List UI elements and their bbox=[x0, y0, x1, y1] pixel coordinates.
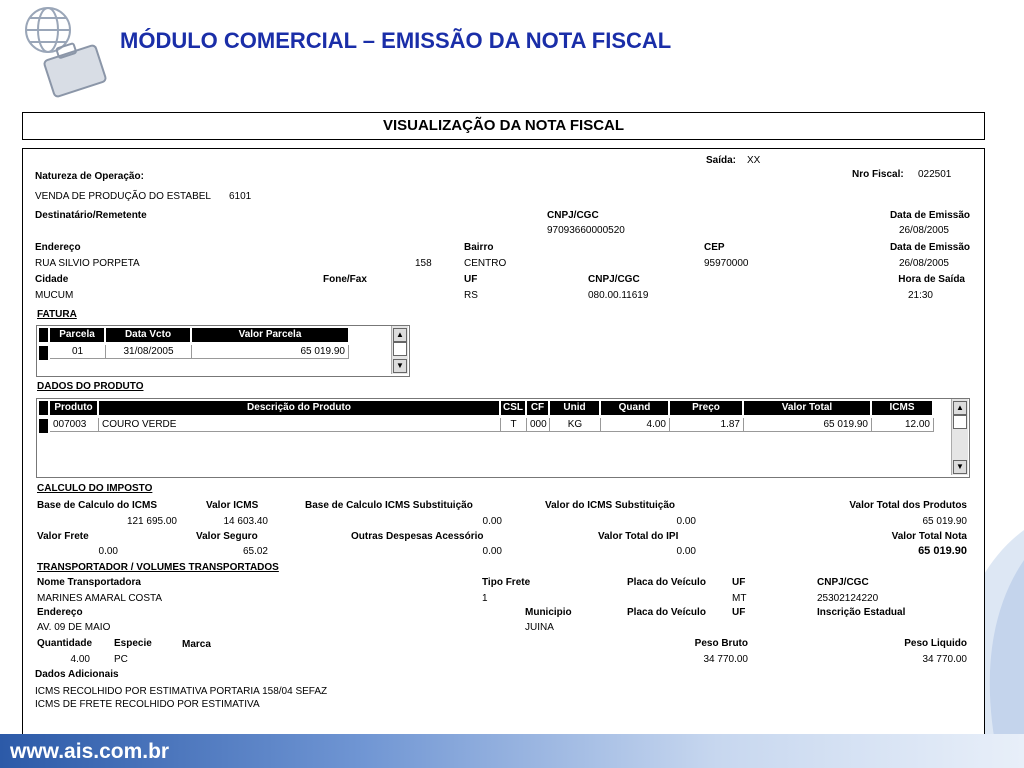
marca-label: Marca bbox=[182, 639, 211, 650]
footer-url[interactable]: www.ais.com.br bbox=[10, 740, 170, 763]
valor-subst-value: 0.00 bbox=[676, 516, 696, 527]
fatura-cell[interactable]: 65 019.90 bbox=[192, 345, 349, 359]
produto-col-produto[interactable]: Produto bbox=[50, 401, 97, 415]
produto-col-cf[interactable]: CF bbox=[527, 401, 548, 415]
produto-cell[interactable]: T bbox=[501, 418, 527, 432]
valor-subst-label: Valor do ICMS Substituição bbox=[545, 500, 676, 511]
base-subst-label: Base de Calculo ICMS Substituição bbox=[305, 500, 473, 511]
produto-cell[interactable]: 000 bbox=[527, 418, 550, 432]
cnpj-value: 97093660000520 bbox=[547, 225, 625, 236]
panel-title: VISUALIZAÇÃO DA NOTA FISCAL bbox=[382, 117, 625, 134]
uf-label: UF bbox=[464, 274, 478, 285]
produto-col-icms[interactable]: ICMS bbox=[872, 401, 932, 415]
outras-despesas-label: Outras Despesas Acessório bbox=[351, 531, 484, 542]
base-subst-value: 0.00 bbox=[482, 516, 502, 527]
produto-col-descricao[interactable]: Descrição do Produto bbox=[99, 401, 499, 415]
transp-uf-value: MT bbox=[732, 593, 747, 604]
globe-briefcase-decoration bbox=[0, 0, 116, 100]
transp-uf-label: UF bbox=[732, 577, 746, 588]
transp-cnpj-value: 25302124220 bbox=[817, 593, 879, 604]
municipio-value: JUINA bbox=[525, 622, 554, 633]
natureza-label: Natureza de Operação: bbox=[35, 171, 144, 182]
fatura-col-data[interactable]: Data Vcto bbox=[106, 328, 190, 342]
produto-cell[interactable]: 4.00 bbox=[601, 418, 670, 432]
saida-label: Saída: bbox=[706, 155, 737, 166]
cidade-value: MUCUM bbox=[35, 290, 74, 301]
cidade-label: Cidade bbox=[35, 274, 69, 285]
transp-endereco-value: AV. 09 DE MAIO bbox=[37, 622, 111, 633]
produto-cell[interactable]: 1.87 bbox=[670, 418, 744, 432]
uf-value: RS bbox=[464, 290, 478, 301]
produto-scrollbar[interactable] bbox=[951, 399, 968, 475]
produto-cell[interactable]: 12.00 bbox=[872, 418, 934, 432]
fatura-scrollbar[interactable] bbox=[391, 326, 408, 374]
fatura-cell[interactable]: 31/08/2005 bbox=[106, 345, 192, 359]
total-nota-value: 65 019.90 bbox=[918, 545, 967, 557]
tipo-frete-value: 1 bbox=[482, 593, 488, 604]
seguro-label: Valor Seguro bbox=[196, 531, 258, 542]
total-produtos-label: Valor Total dos Produtos bbox=[849, 500, 967, 511]
quantidade-value: 4.00 bbox=[70, 654, 90, 665]
dados-adicionais-line2: ICMS DE FRETE RECOLHIDO POR ESTIMATIVA bbox=[35, 699, 260, 710]
data-emissao2-value: 26/08/2005 bbox=[898, 258, 949, 269]
data-emissao2-label: Data de Emissão bbox=[889, 242, 970, 253]
valor-icms-label: Valor ICMS bbox=[206, 500, 259, 511]
cnpj-label: CNPJ/CGC bbox=[547, 210, 599, 221]
saida-value: XX bbox=[747, 155, 761, 166]
fatura-col-valor[interactable]: Valor Parcela bbox=[192, 328, 348, 342]
produto-grid bbox=[36, 398, 970, 478]
placa-label: Placa do Veículo bbox=[627, 577, 706, 588]
data-emissao-label: Data de Emissão bbox=[889, 210, 970, 221]
nro-fiscal-value: 022501 bbox=[918, 169, 952, 180]
produto-col-unid[interactable]: Unid bbox=[550, 401, 599, 415]
municipio-label: Municipio bbox=[525, 607, 572, 618]
row-selector[interactable] bbox=[39, 346, 48, 360]
nome-transportadora-value: MARINES AMARAL COSTA bbox=[37, 593, 163, 604]
transp-cnpj-label: CNPJ/CGC bbox=[817, 577, 869, 588]
inscricao-estadual-label: Inscrição Estadual bbox=[817, 607, 906, 618]
destinatario-label: Destinatário/Remetente bbox=[35, 210, 147, 221]
natureza-value: VENDA DE PRODUÇÃO DO ESTABEL bbox=[35, 191, 211, 202]
row-selector[interactable] bbox=[39, 419, 48, 433]
hora-saida-label: Hora de Saída bbox=[898, 274, 965, 285]
fatura-cell[interactable]: 01 bbox=[50, 345, 106, 359]
quantidade-label: Quantidade bbox=[37, 638, 93, 649]
row-header-marker bbox=[39, 328, 48, 342]
produto-col-quand[interactable]: Quand bbox=[601, 401, 668, 415]
dados-adicionais-line1: ICMS RECOLHIDO POR ESTIMATIVA PORTARIA 158/04 SEFAZ bbox=[35, 686, 328, 697]
cep-label: CEP bbox=[704, 242, 725, 253]
produto-cell[interactable]: 007003 bbox=[50, 418, 99, 432]
arrow-down-icon[interactable]: ▼ bbox=[953, 460, 967, 474]
arrow-up-icon[interactable]: ▲ bbox=[953, 401, 967, 415]
total-nota-label: Valor Total Nota bbox=[891, 531, 967, 542]
outras-despesas-value: 0.00 bbox=[482, 546, 502, 557]
cnpj2-value: 080.00.11619 bbox=[588, 290, 649, 301]
placa2-label: Placa do Veículo bbox=[627, 607, 706, 618]
endereco-label: Endereço bbox=[35, 242, 81, 253]
hora-saida-value: 21:30 bbox=[907, 290, 933, 301]
row-header-marker bbox=[39, 401, 48, 415]
dados-adicionais-label: Dados Adicionais bbox=[35, 669, 119, 680]
peso-liquido-value: 34 770.00 bbox=[922, 654, 967, 665]
transp-uf2-label: UF bbox=[732, 607, 746, 618]
cnpj2-label: CNPJ/CGC bbox=[588, 274, 640, 285]
frete-value: 0.00 bbox=[98, 546, 118, 557]
page-title: MÓDULO COMERCIAL – EMISSÃO DA NOTA FISCAL bbox=[120, 28, 672, 53]
imposto-label: CALCULO DO IMPOSTO bbox=[37, 483, 153, 494]
peso-liquido-label: Peso Liquido bbox=[904, 638, 967, 649]
endereco-value: RUA SILVIO PORPETA bbox=[35, 258, 140, 269]
peso-bruto-value: 34 770.00 bbox=[703, 654, 748, 665]
tipo-frete-label: Tipo Frete bbox=[482, 577, 531, 588]
produto-label: DADOS DO PRODUTO bbox=[37, 381, 144, 392]
produto-col-valor-total[interactable]: Valor Total bbox=[744, 401, 870, 415]
arrow-down-icon[interactable]: ▼ bbox=[393, 359, 407, 373]
fatura-grid bbox=[36, 325, 410, 377]
produto-col-csl[interactable]: CSL bbox=[503, 402, 523, 413]
fatura-col-parcela[interactable]: Parcela bbox=[50, 328, 104, 342]
produto-cell[interactable]: COURO VERDE bbox=[99, 418, 501, 432]
valor-icms-value: 14 603.40 bbox=[223, 516, 268, 527]
arrow-up-icon[interactable]: ▲ bbox=[393, 328, 407, 342]
base-icms-value: 121 695.00 bbox=[126, 516, 177, 527]
total-produtos-value: 65 019.90 bbox=[922, 516, 967, 527]
transp-endereco-label: Endereço bbox=[37, 607, 83, 618]
nro-fiscal-label: Nro Fiscal: bbox=[852, 169, 904, 180]
cep-value: 95970000 bbox=[704, 258, 749, 269]
nome-transportadora-label: Nome Transportadora bbox=[37, 577, 141, 588]
produto-col-preco[interactable]: Preço bbox=[670, 401, 742, 415]
bairro-value: CENTRO bbox=[464, 258, 507, 269]
ipi-value: 0.00 bbox=[676, 546, 696, 557]
frete-label: Valor Frete bbox=[37, 531, 89, 542]
produto-cell[interactable]: KG bbox=[550, 418, 601, 432]
endereco-numero: 158 bbox=[415, 258, 432, 269]
seguro-value: 65.02 bbox=[242, 546, 268, 557]
transportador-label: TRANSPORTADOR / VOLUMES TRANSPORTADOS bbox=[37, 562, 279, 573]
fatura-label: FATURA bbox=[37, 309, 77, 320]
natureza-code: 6101 bbox=[229, 191, 252, 202]
especie-label: Especie bbox=[114, 638, 152, 649]
peso-bruto-label: Peso Bruto bbox=[694, 638, 748, 649]
especie-value: PC bbox=[114, 654, 128, 665]
scroll-thumb[interactable] bbox=[393, 342, 407, 356]
produto-cell[interactable]: 65 019.90 bbox=[744, 418, 872, 432]
ipi-label: Valor Total do IPI bbox=[598, 531, 679, 542]
bairro-label: Bairro bbox=[464, 242, 494, 253]
fone-label: Fone/Fax bbox=[323, 274, 367, 285]
base-icms-label: Base de Calculo do ICMS bbox=[37, 500, 158, 511]
data-emissao-value: 26/08/2005 bbox=[898, 225, 949, 236]
scroll-thumb[interactable] bbox=[953, 415, 967, 429]
